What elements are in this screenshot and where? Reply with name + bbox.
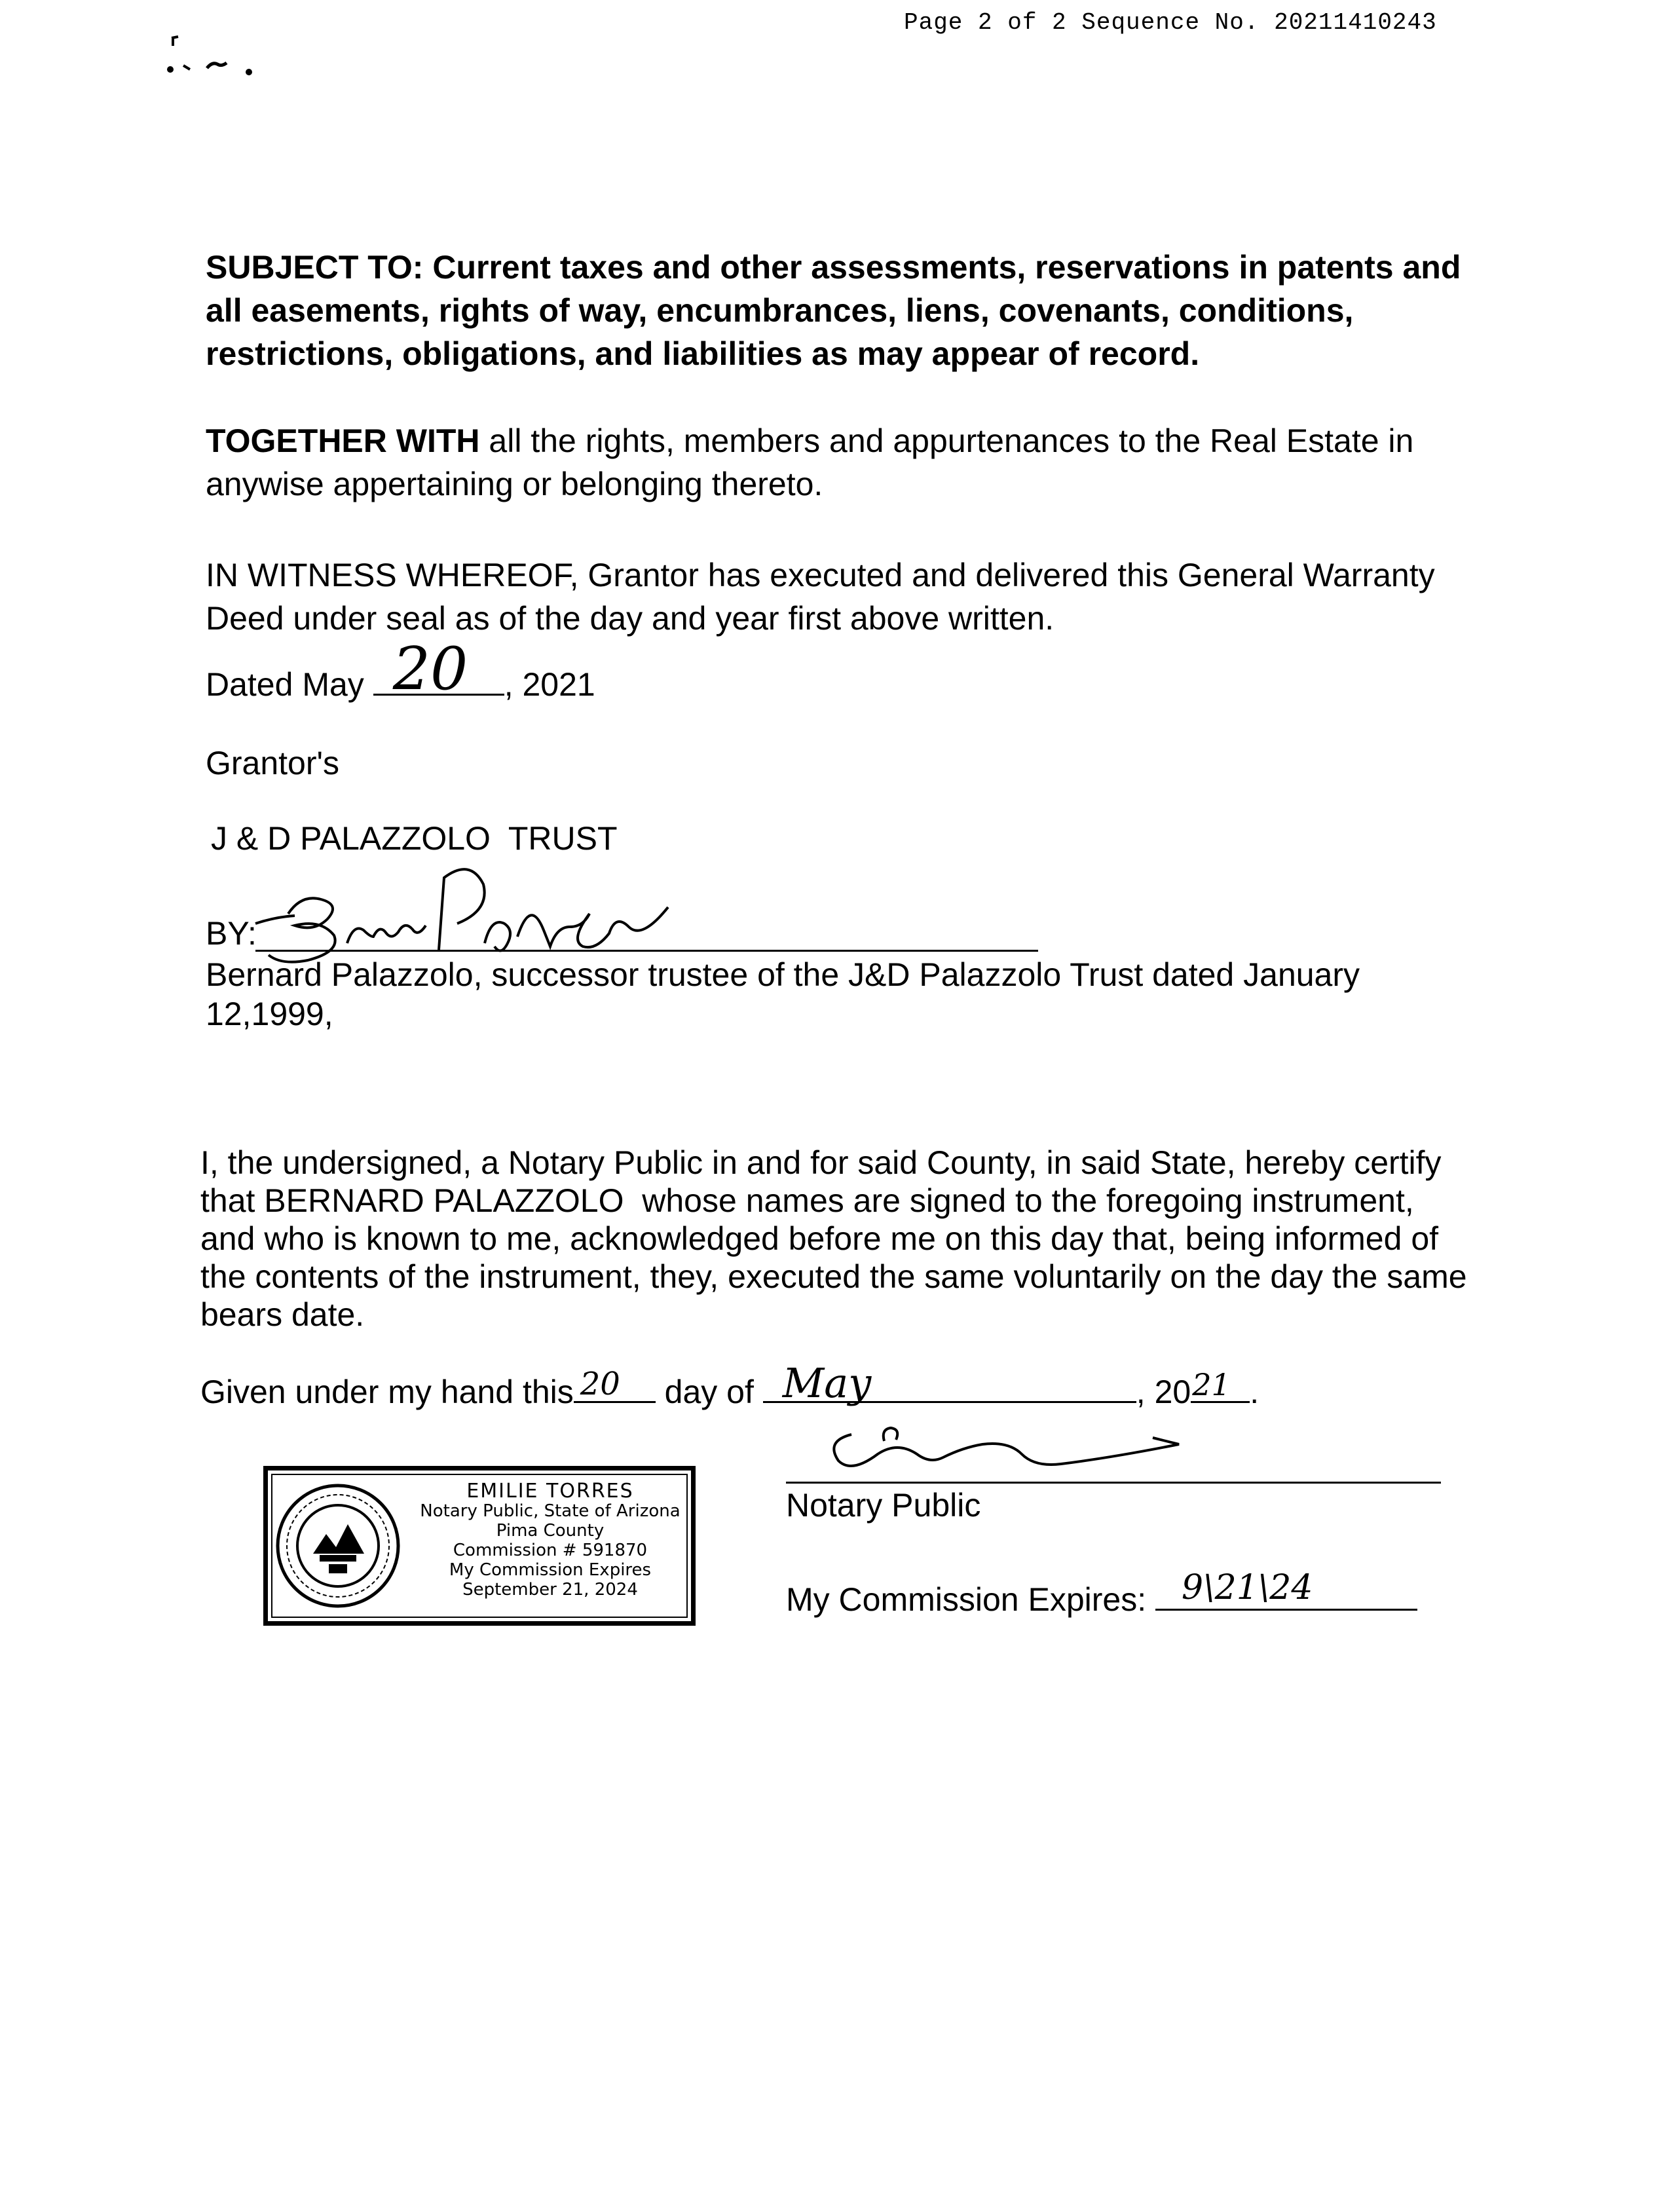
signer-line-1: Bernard Palazzolo, successor trustee of the J&D Palazzolo Trust dated January <box>206 956 1360 993</box>
page-sequence-header: Page 2 of 2 Sequence No. 20211410243 <box>904 9 1437 36</box>
signer-line-2: 12,1999, <box>206 996 333 1032</box>
given-year-prefix: , 20 <box>1136 1374 1191 1410</box>
by-label: BY: <box>206 915 257 952</box>
dated-suffix: , 2021 <box>504 666 595 703</box>
given-month-handwritten: May <box>782 1359 872 1407</box>
witness-paragraph: IN WITNESS WHEREOF, Grantor has executed and delivered this General Warranty Deed under seal as of the day and year first above written. <box>206 557 1435 637</box>
given-year-handwritten: 21 <box>1192 1367 1231 1402</box>
given-line <box>200 1359 1260 1412</box>
given-middle: day of <box>664 1374 754 1410</box>
given-prefix: Given under my hand this <box>200 1374 574 1410</box>
stamp-line-1: Notary Public, State of Arizona <box>420 1501 681 1521</box>
notary-public-label: Notary Public <box>786 1487 981 1524</box>
subject-to-text: Current taxes and other assessments, reservations in patents and all easements, rights of way, encumbrances, liens, covenants, conditions, restrictions, obligations, and liabilities as may appear of record. <box>206 249 1461 372</box>
notary-statement-line-5: bears date. <box>200 1296 365 1333</box>
dated-day-handwritten: 20 <box>392 635 468 703</box>
stamp-text <box>393 1482 707 1600</box>
stamp-notary-name: EMILIE TORRES <box>466 1480 634 1503</box>
notary-signature <box>812 1421 1271 1487</box>
given-day-handwritten: 20 <box>580 1366 620 1402</box>
stamp-line-2: Pima County <box>496 1521 605 1541</box>
notary-statement-line-4: the contents of the instrument, they, executed the same voluntarily on the day the same <box>200 1258 1467 1295</box>
given-year-blank <box>1191 1367 1250 1403</box>
scan-marks <box>164 26 269 85</box>
together-with-paragraph <box>206 419 1489 506</box>
commission-expires-handwritten: 9\21\24 <box>1182 1568 1313 1607</box>
together-with-label: TOGETHER WITH <box>206 422 480 459</box>
given-end: . <box>1250 1374 1260 1410</box>
notary-statement-line-2: that BERNARD PALAZZOLO whose names are signed to the foregoing instrument, <box>200 1182 1414 1219</box>
commission-expires-line <box>786 1568 1417 1619</box>
dated-line <box>206 635 595 704</box>
trust-name: J & D PALAZZOLO TRUST <box>211 820 618 857</box>
commission-expires-label: My Commission Expires: <box>786 1581 1147 1618</box>
commission-expires-blank <box>1155 1568 1417 1611</box>
subject-to-label: SUBJECT TO: <box>206 249 424 286</box>
stamp-line-4: My Commission Expires <box>449 1560 652 1580</box>
subject-to-paragraph <box>206 246 1489 375</box>
grantor-label: Grantor's <box>206 745 340 781</box>
given-day-blank <box>574 1366 656 1403</box>
stamp-line-3: Commission # 591870 <box>453 1541 648 1560</box>
notary-statement-line-1: I, the undersigned, a Notary Public in and for said County, in said State, hereby certify <box>200 1144 1442 1181</box>
notary-statement-line-3: and who is known to me, acknowledged before me on this day that, being informed of <box>200 1220 1439 1257</box>
given-month-blank <box>763 1359 1136 1407</box>
notary-signature-line <box>786 1482 1441 1484</box>
arizona-seal-icon <box>274 1482 402 1610</box>
together-with-text: all the rights, members and appurtenances to the Real Estate in anywise appertaining or belonging thereto. <box>206 422 1414 502</box>
dated-day-blank <box>373 635 504 703</box>
stamp-line-5: September 21, 2024 <box>462 1580 638 1600</box>
dated-prefix: Dated May <box>206 666 364 703</box>
